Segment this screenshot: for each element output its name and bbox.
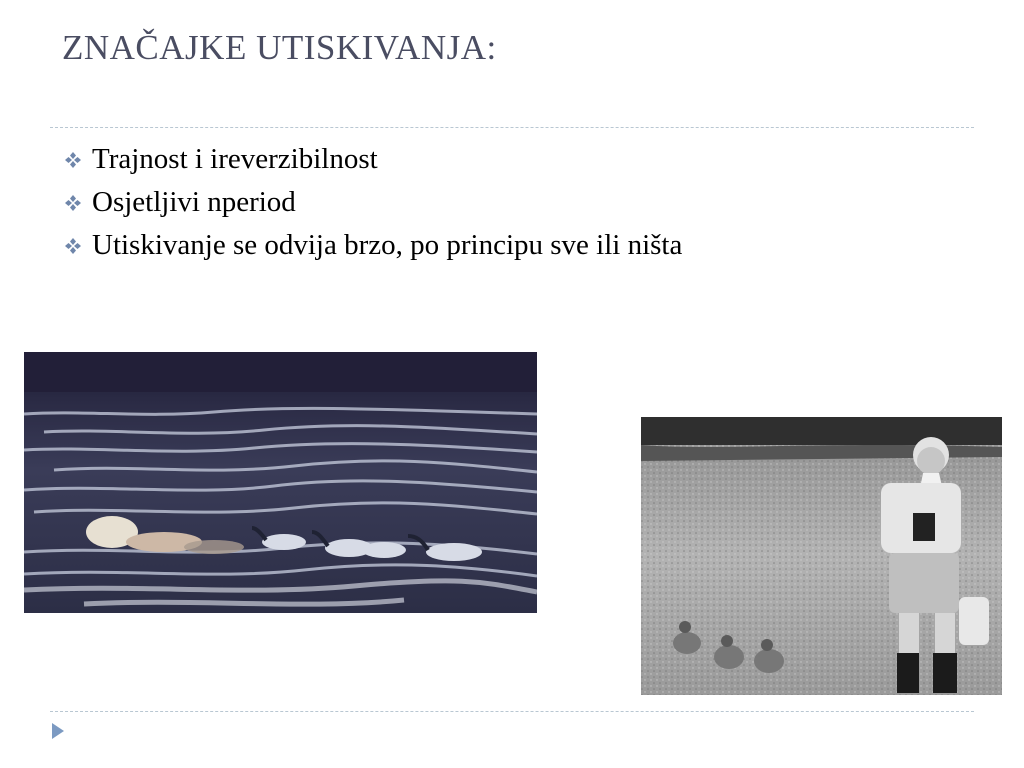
bottom-divider <box>50 711 974 712</box>
diamond-cluster-icon <box>64 151 82 169</box>
bullet-list <box>64 138 682 267</box>
diamond-cluster-icon <box>64 237 82 255</box>
bullet-item <box>64 181 682 224</box>
bullet-text: Trajnost i ireverzibilnost <box>92 143 378 175</box>
bullet-text: Osjetljivi nperiod <box>92 186 296 218</box>
bullet-text: Utiskivanje se odvija brzo, po principu sve ili ništa <box>92 229 683 261</box>
bullet-item <box>64 138 682 181</box>
diamond-cluster-icon <box>64 194 82 212</box>
top-divider <box>50 127 974 128</box>
play-arrow-icon[interactable] <box>50 721 66 741</box>
photo-man-walking-with-goslings <box>641 417 1002 695</box>
photo-man-swimming-with-geese <box>24 352 537 613</box>
slide-title: ZNAČAJKE UTISKIVANJA: <box>62 28 497 67</box>
bullet-item <box>64 224 682 267</box>
